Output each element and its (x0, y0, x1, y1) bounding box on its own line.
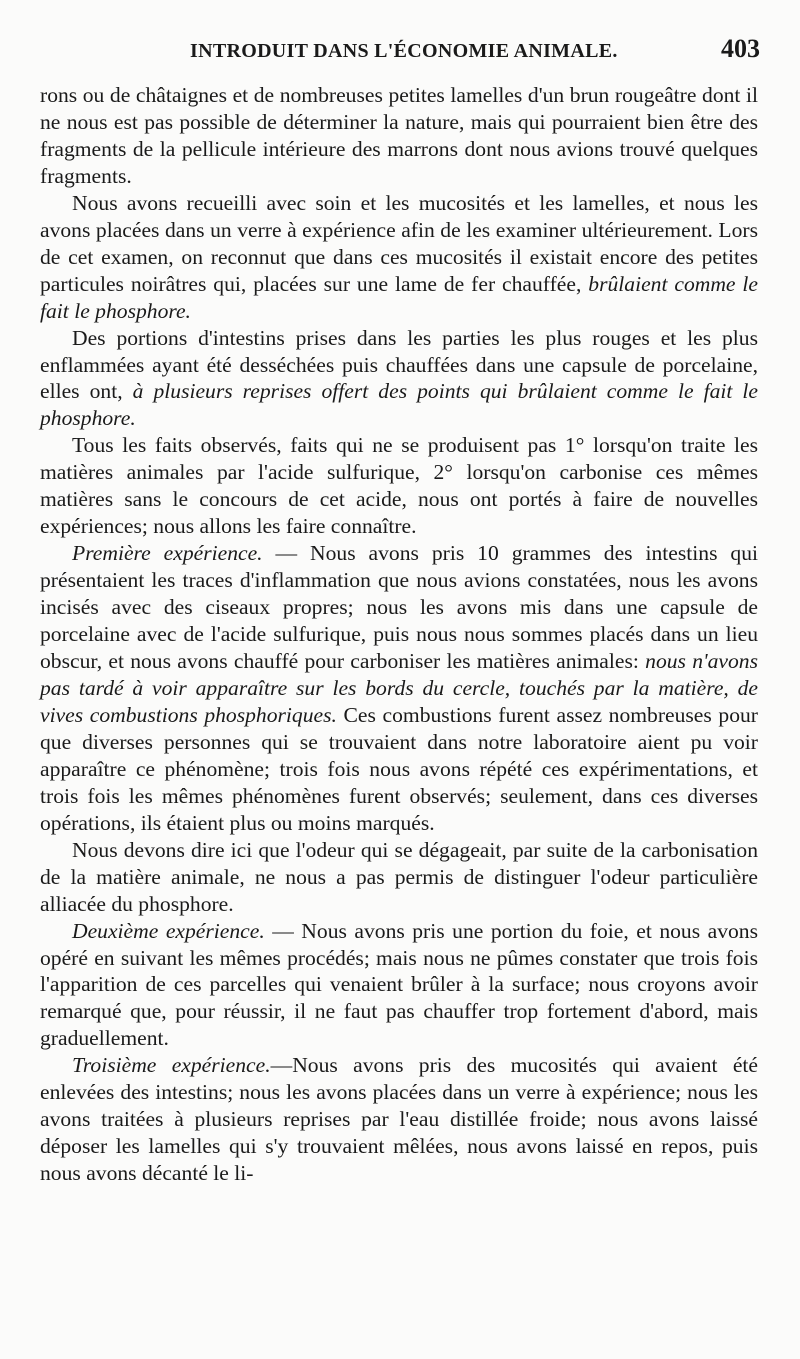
italic-text: nous n'avons pas tardé à voir apparaître sur les bords du cercle, touchés par la matière, de vives combustions phosphoriques. (40, 649, 758, 727)
paragraph (40, 432, 758, 540)
text-run: Nous avons recueilli avec soin et les mucosités et les lamelles, et nous les avons placées dans un verre à expérience afin de les examiner ultérieurement. Lors de cet examen, on reconnut que dans ces mucosités il existait encore des petites particules noirâtres qui, placées sur une lame de fer chauffée, (40, 190, 758, 296)
running-head (178, 34, 760, 74)
text-run: —Nous avons pris des mucosités qui avaient été enlevées des intestins; nous les avons placées dans un verre à expérience; nous les avons traitées à plusieurs reprises par l'eau distillée froide; nous avons laissé déposer les lamelles qui s'y trouvaient mêlées, nous avons laissé en repos, puis nous avons décanté le li- (40, 1053, 759, 1186)
paragraph (40, 837, 758, 918)
body-text (40, 82, 758, 1187)
italic-text: Première expérience. (72, 541, 263, 566)
paragraph (40, 540, 758, 836)
italic-text: Deuxième expérience. (72, 918, 265, 943)
text-run: — Nous avons pris 10 grammes des intestins qui présentaient les traces d'inflammation que nous avions constatées, nous les avons incisés avec des ciseaux propres; nous les avons mis dans une capsule de porcelaine avec de l'acide sulfurique, puis nous nous sommes placés dans un lieu obscur, et nous avons chauffé pour carboniser les matières animales: (40, 541, 758, 674)
running-title: INTRODUIT DANS L'ÉCONOMIE ANIMALE. (190, 40, 618, 62)
paragraph (40, 325, 758, 433)
italic-text: à plusieurs reprises offert des points qui brûlaient comme le fait le phosphore. (40, 379, 758, 431)
text-run: Nous devons dire ici que l'odeur qui se dégageait, par suite de la carbonisation de la matière animale, ne nous a pas permis de distinguer l'odeur particulière alliacée du phosphore. (40, 837, 758, 916)
text-run: Des portions d'intestins prises dans les parties les plus rouges et les plus enflammées ayant été desséchées puis chauffées dans une capsule de porcelaine, elles ont, (40, 325, 758, 404)
text-run: — Nous avons pris une portion du foie, et nous avons opéré en suivant les mêmes procédés; mais nous ne pûmes constater que trois fois l'apparition de ces parcelles qui venaient brûler à la surface; nous croyons avoir remarqué que, pour réussir, il ne faut pas chauffer trop fortement d'abord, mais graduellement. (40, 918, 758, 1051)
page-number: 403 (721, 34, 760, 63)
paragraph (40, 190, 758, 325)
italic-text: Troisième expérience. (72, 1053, 271, 1078)
paragraph (40, 1052, 758, 1187)
text-run: Ces combustions furent assez nombreuses pour que diverses personnes qui se trouvaient dans notre laboratoire aient pu voir apparaître ce phénomène; trois fois nous avons répété ces expérimentations, et trois fois les mêmes phénomènes furent observés; seulement, dans ces diverses opérations, ils étaient plus ou moins marqués. (40, 702, 758, 835)
text-run: rons ou de châtaignes et de nombreuses petites lamelles d'un brun rougeâtre dont il ne nous est pas possible de déterminer la nature, mais qui pourraient bien être des fragments de la pellicule intérieure des marrons dont nous avions trouvé quelques fragments. (40, 83, 758, 188)
paragraph (40, 82, 758, 190)
italic-text: brûlaient comme le fait le phosphore. (40, 271, 759, 323)
text-run: Tous les faits observés, faits qui ne se produisent pas 1° lorsqu'on traite les matières animales par l'acide sulfurique, 2° lorsqu'on carbonise ces mêmes matières sans le concours de cet acide, nous ont portés à faire de nouvelles expériences; nous allons les faire connaître. (40, 433, 758, 539)
paragraph (40, 918, 758, 1053)
